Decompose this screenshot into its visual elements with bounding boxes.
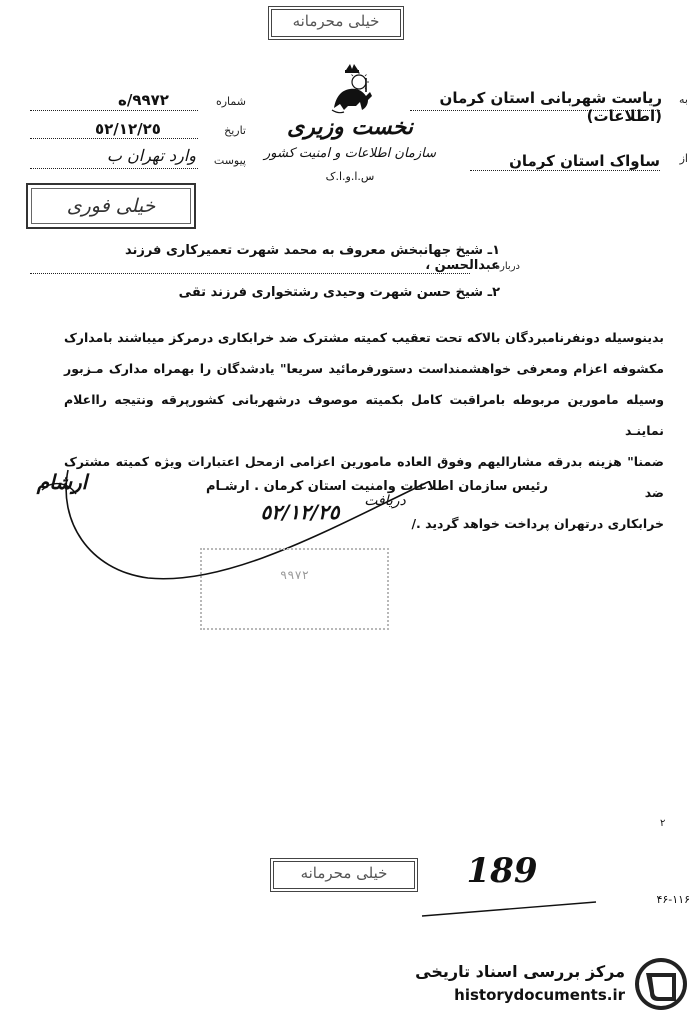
margin-mark: ۲ <box>660 818 666 829</box>
from-label: از <box>679 152 688 165</box>
watermark-url: historydocuments.ir <box>454 986 625 1004</box>
signature-hand-date: ٥٢/١٢/٢٥ <box>260 500 340 524</box>
to-recipient: ریاست شهربانی استان کرمان (اطلاعات) <box>439 89 662 125</box>
body-line-2: مکشوفه اعزام ومعرفی خواهشمنداست دستورفرمائید سریعا" یادشدگان را بهمراه مدارک مـزبور <box>64 361 664 376</box>
watermark-name: مرکز بررسی اسناد تاریخی <box>415 962 625 981</box>
body-line-5: خرابکاری درتهران پرداخت خواهد گردید ./ <box>411 516 664 531</box>
letterhead-subtitle: سازمان اطلاعات و امنیت کشور <box>263 146 437 161</box>
attachment-dotted-line <box>30 168 198 169</box>
date-dotted-line <box>30 138 198 139</box>
received-stamp-number: ٩٩٧٢ <box>280 568 309 582</box>
body-line-1: بدینوسیله دونفرنامبردگان بالاکه تحت تعقیب کمیته مشترک ضد خرابکاری درمرکز میباشند بامدارک <box>64 330 664 345</box>
regarding-item-2: ۲ـ شیخ حسن شهرت وحیدی رشتخواری فرزند تقی <box>178 285 500 300</box>
number-dotted-line <box>30 110 198 111</box>
urgent-stamp: خیلی فوری <box>26 183 196 229</box>
handwritten-note: وارد تهران ب <box>106 146 196 165</box>
watermark-logo-icon <box>632 955 690 1013</box>
signature-hand-name: ارشام <box>36 470 88 494</box>
from-dotted-line <box>470 170 660 171</box>
from-sender: ساواک استان کرمان <box>509 152 660 170</box>
letter-number: ٩٩٧٢/ه <box>118 91 169 109</box>
handwritten-page-number: 189 <box>466 851 538 891</box>
signature-line: رئیس سازمان اطلاعات وامنیت استان کرمان . ارشـام <box>206 479 548 494</box>
bottom-classification-stamp: خیلی محرمانه <box>270 858 418 892</box>
body-line-3: وسیله مامورین مربوطه بامراقبت کامل بکمیته موصوف درشهربانی کشورپرقه ونتیجه رااعلام نماینـد <box>64 392 664 438</box>
top-classification-stamp: خیلی محرمانه <box>268 6 404 40</box>
letterhead-title: نخست وزیری <box>287 114 413 140</box>
letterhead-code: س.ا.و.ا.ک <box>325 170 375 183</box>
regarding-dotted-line <box>30 273 470 274</box>
number-label: شماره <box>215 95 246 108</box>
date-label: تاریخ <box>224 124 246 137</box>
lion-and-sun-emblem-icon <box>326 62 378 116</box>
received-stamp <box>200 548 389 630</box>
underline-stroke-icon <box>420 898 600 918</box>
signature-hand-word: دریافت <box>364 493 406 509</box>
regarding-item-1: ۱ـ شیخ جهانبخش معروف به محمد شهرت تعمیرکاری فرزند عبدالحسن ، <box>124 243 500 273</box>
document-code: ۴۶-۱۱۶ <box>656 893 690 906</box>
regarding-label: درباره <box>494 261 520 272</box>
attachment-label: پیوست <box>213 154 246 167</box>
to-label: به <box>679 93 688 106</box>
letter-date: ٥٢/١٢/٢٥ <box>95 120 161 138</box>
body-line-4: ضمنا" هزینه بدرقه مشارالیهم وفوق العاده مامورین اعزامی ازمحل اعتبارات ویژه کمیته مشترک ضد <box>64 454 664 500</box>
